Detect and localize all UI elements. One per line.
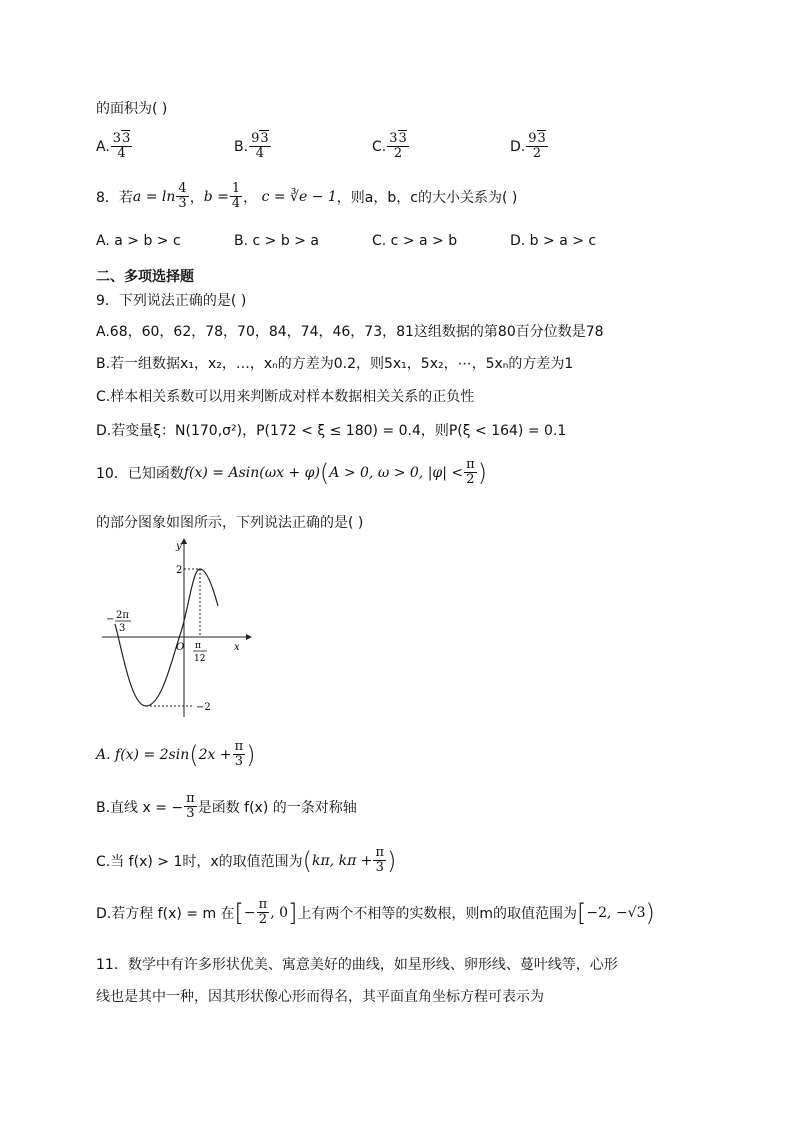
condition: A > 0, ω > 0, |φ| <	[329, 464, 464, 481]
q10-stem-2: 的部分图象如图所示，下列说法正确的是( )	[96, 515, 364, 531]
fraction	[464, 458, 477, 488]
denominator: 2	[393, 146, 403, 162]
q7-tail: 的面积为( )	[96, 101, 168, 117]
denominator: 4	[231, 196, 241, 212]
question-number: 8．若	[96, 189, 133, 206]
interval-argument: kπ, kπ +	[312, 852, 373, 869]
option-label: A.	[96, 138, 110, 155]
q7-option-d	[510, 132, 549, 162]
q11-line-1: 11．数学中有许多形状优美、寓意美好的曲线，如星形线、卵形线、蔓叶线等，心形	[96, 957, 618, 973]
c-definition: c = ∛e − 1	[261, 188, 337, 205]
q10-stem: 10．已知函数 f(x) = Asin(ωx + φ) ( A > 0, ω > 0, |φ| < $\frac{\pi}{2}$ )	[96, 457, 488, 488]
option-prefix: C.当 f(x) > 1时，x的取值范围为	[96, 853, 303, 870]
q11-line-2: 线也是其中一种，因其形状像心形而得名，其平面直角坐标方程可表示为	[96, 989, 544, 1005]
q8-option-c: C. c > a > b	[372, 233, 458, 249]
numerator: 1	[231, 181, 241, 196]
fraction: $\frac{93}{4}$	[251, 131, 269, 162]
option-label: B.	[234, 138, 249, 155]
numerator: π	[234, 739, 244, 754]
denominator: 4	[117, 146, 126, 162]
option-prefix: A. f(x) = 2sin	[96, 746, 190, 763]
left-denominator: 3	[119, 623, 126, 634]
numerator: 3	[112, 131, 122, 146]
denominator: 3	[186, 806, 195, 822]
q9-option-a: A.68，60，62，78，70，84，74，46，73，81这组数据的第80百分位数是78	[96, 324, 604, 340]
minus-sign: −	[243, 904, 256, 921]
fraction: $\frac{93}{2}$	[528, 131, 546, 162]
q10-option-a: A. f(x) = 2sin ( 2x + $\frac{\pi}{3}$ )	[96, 739, 256, 770]
numerator: 4	[178, 181, 187, 196]
q7-option-c	[372, 132, 410, 162]
left-numerator: 2π	[116, 610, 129, 621]
fraction	[257, 898, 270, 928]
option-suffix: 是函数 f(x) 的一条对称轴	[197, 799, 357, 816]
fraction	[176, 182, 188, 212]
fraction	[233, 740, 246, 770]
numerator: π	[258, 897, 268, 912]
denominator: 2	[466, 472, 475, 488]
max-label: 2	[176, 565, 183, 576]
option-prefix: D.若方程 f(x) = m 在	[96, 905, 235, 922]
range-value: −2, −√3	[586, 904, 646, 921]
q8-option-b: B. c > b > a	[234, 233, 319, 249]
fraction	[184, 792, 197, 822]
q9-stem: 9．下列说法正确的是( )	[96, 293, 247, 309]
right-numerator: π	[195, 641, 201, 651]
option-suffix: 上有两个不相等的实数根，则m的取值范围为	[297, 905, 578, 922]
b-definition: b =	[203, 188, 229, 205]
numerator: 9	[251, 131, 260, 146]
numerator: π	[375, 845, 385, 860]
q8-option-a: A. a > b > c	[96, 233, 181, 249]
denominator: 3	[375, 860, 384, 876]
question-number: 10．已知函数	[96, 465, 184, 482]
sine-graph	[96, 534, 256, 719]
denominator: 4	[255, 146, 264, 162]
x-label: x	[234, 642, 240, 653]
interval-end: , 0	[270, 904, 289, 921]
option-prefix: B.直线 x = −	[96, 799, 184, 816]
fraction	[230, 182, 242, 212]
option-label: C.	[372, 138, 387, 155]
q9-option-c: C.样本相关系数可以用来判断成对样本数据相关关系的正负性	[96, 389, 475, 405]
denominator: 2	[258, 912, 268, 928]
question-ask: ，则a，b，c的大小关系为( )	[336, 189, 518, 206]
q8-option-d: D. b > a > c	[510, 233, 597, 249]
fraction	[373, 846, 386, 876]
q10-option-d: D.若方程 f(x) = m 在 [ − $\frac{\pi}{2}$ , 0 ] 上有两个不相等的实数根，则m的取值范围为 [ −2, −√3 )	[96, 897, 655, 928]
numerator: π	[186, 791, 195, 806]
numerator: 3	[389, 131, 398, 146]
a-definition: a = ln	[132, 188, 176, 205]
denominator: 3	[178, 196, 187, 212]
y-label: y	[176, 541, 182, 552]
option-label: D.	[510, 138, 526, 155]
origin-label: O	[176, 642, 185, 653]
numerator: π	[466, 457, 475, 472]
q7-option-a	[96, 132, 133, 162]
q10-option-c: C.当 f(x) > 1时，x的取值范围为 ( kπ, kπ + $\frac{\pi}{3}$ )	[96, 845, 397, 876]
x-axis-arrow	[246, 634, 252, 640]
q7-option-b	[234, 132, 272, 162]
q10-option-b	[96, 792, 357, 822]
q9-option-d: D.若变量ξ：N(170,σ²)，P(172 < ξ ≤ 180) = 0.4，则P(ξ < 164) = 0.1	[96, 423, 567, 439]
fraction: $\frac{33}{4}$	[112, 131, 131, 162]
y-axis-arrow	[181, 538, 187, 544]
min-label: −2	[196, 702, 211, 713]
numerator: 9	[528, 131, 537, 146]
fraction: $\frac{33}{2}$	[389, 131, 407, 162]
denominator: 2	[532, 146, 542, 162]
right-denominator: 12	[194, 654, 206, 664]
denominator: 3	[234, 754, 243, 770]
section-heading: 二、多项选择题	[96, 269, 194, 285]
q8-stem: 8．若 a = ln $\frac{4}{3}$ ， b = $\frac{1}{4}$ ， c = ∛e − 1 ，则a，b，c的大小关系为( )	[96, 181, 518, 212]
left-sign: −	[106, 614, 115, 625]
sine-argument: 2x +	[198, 746, 232, 763]
function-formula: f(x) = Asin(ωx + φ)	[183, 464, 320, 481]
q9-option-b: B.若一组数据x₁，x₂，…，xₙ的方差为0.2，则5x₁，5x₂，⋯，5xₙ的方差为1	[96, 356, 574, 372]
